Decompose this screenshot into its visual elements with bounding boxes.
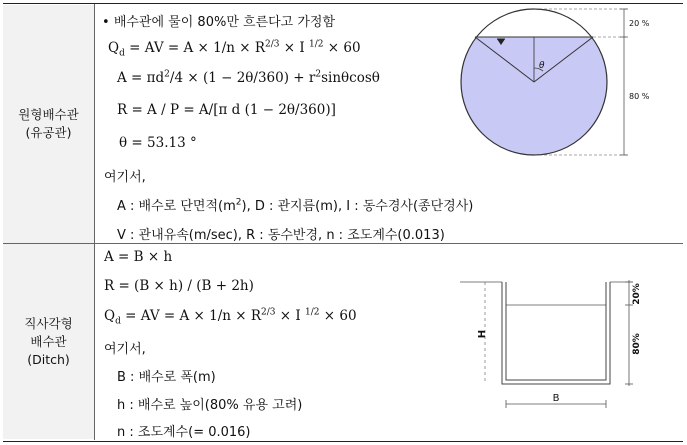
- row2-area-equation: A = B × h: [104, 249, 173, 265]
- row2-definition-h: h : 배수로 높이(80% 유용 고려): [117, 398, 303, 413]
- row1-radius-equation: R = A / P = A/[π d (1 − 2θ/360)]: [117, 102, 336, 118]
- dim-right-80: 80%: [632, 333, 642, 355]
- dim-b-label: B: [552, 393, 560, 404]
- row2-where-label: 여기서,: [104, 342, 146, 357]
- bullet-text: 배수관에 물이 80%만 흐른다고 가정함: [113, 15, 336, 30]
- row1-theta-value: θ = 53.13 °: [119, 135, 197, 151]
- row2-flow-equation: $Q_d$ = AV = $A \times 1/n \times R^{2/3} \times I$ $^{1/2}$ × 60: [104, 307, 357, 327]
- dim-right-20: 20%: [632, 283, 642, 305]
- row2-radius-equation: R = (B × h) / (B + 2h): [104, 278, 254, 294]
- ditch-figure: [455, 274, 650, 414]
- row1-definition-2: V : 관내유속(m/sec), R : 동수반경, n : 조도계수(0.013): [117, 228, 445, 243]
- row1-definition-1: A : 배수로 단면적$(m^2)$, D : 관지름(m), I : 동수경사(종단경사): [117, 197, 474, 214]
- row2-label-line2: 배수관: [30, 333, 67, 349]
- row1-label-line1: 원형배수관: [18, 107, 79, 122]
- bullet-icon: •: [102, 15, 110, 30]
- row-divider: [3, 243, 683, 244]
- row2-label-line1: 직사각형: [24, 315, 73, 331]
- row1-flow-equation: $Q_d$ = AV = $A \times 1/n \times R^{2/3} \times I$ $^{1/2}$ × 60: [108, 39, 361, 59]
- row2-label-cell: [3, 244, 94, 439]
- row1-area-equation: $A = \pi d^2/4 \times (1 - 2\theta/360) + r^2\sin\theta\cos\theta$: [117, 69, 380, 86]
- row1-label-cell: [3, 5, 94, 243]
- theta-symbol: θ: [539, 61, 545, 71]
- dim-label-20: 20 %: [629, 19, 650, 28]
- circular-pipe-figure: [460, 6, 685, 166]
- water-fill: [460, 37, 620, 166]
- dim-h-label: H: [477, 329, 488, 339]
- row2-definition-b: B : 배수로 폭(m): [117, 370, 216, 385]
- ditch-inner-wall: [506, 282, 606, 380]
- row2-definition-n: n : 조도계수(= 0.016): [117, 425, 251, 440]
- bullet-assumption: [102, 11, 335, 30]
- row1-where-label: 여기서,: [104, 170, 146, 185]
- dim-label-80: 80 %: [629, 92, 650, 101]
- ditch-outer-wall: [502, 282, 610, 384]
- row1-label-line2: (유공관): [25, 125, 72, 140]
- row2-label-line3: (Ditch): [27, 351, 70, 367]
- column-divider: [94, 4, 95, 440]
